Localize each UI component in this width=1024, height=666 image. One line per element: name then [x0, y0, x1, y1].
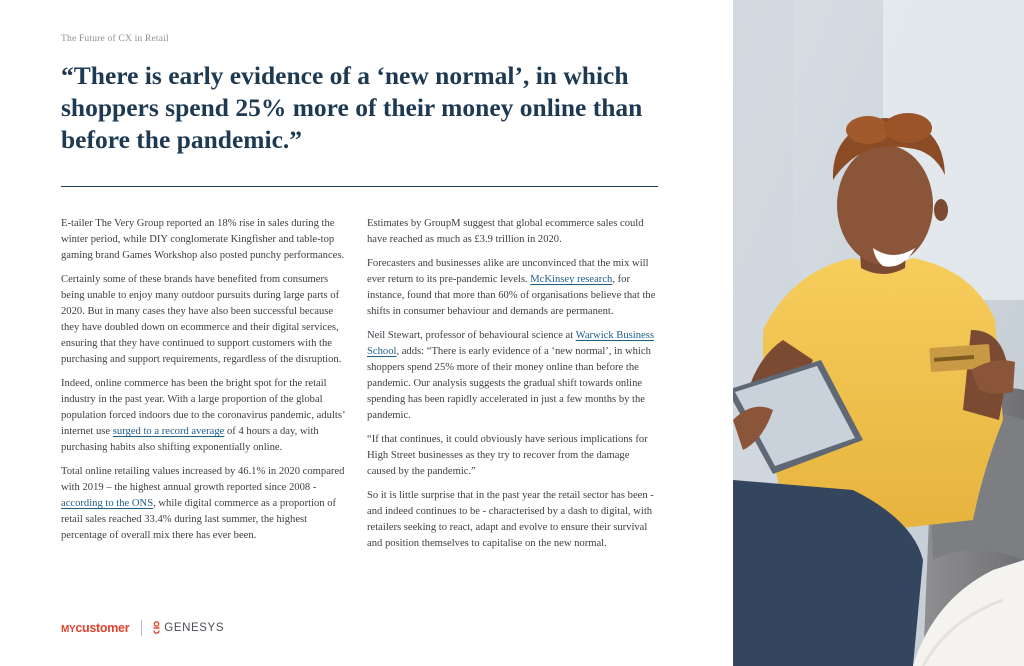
link-ons[interactable]: according to the ONS [61, 498, 154, 509]
genesys-mark-icon [152, 621, 161, 635]
paragraph: So it is little surprise that in the past year the retail sector has been - and indeed continues to be - characterised by a dash to digital, with retailers seeking to react, adapt and evolve to ensure their survival and position themselves to capitalise on the new normal. [367, 490, 654, 549]
link-warwick-business-school[interactable]: Warwick Business School [367, 330, 654, 357]
pull-quote: “There is early evidence of a ‘new normal’, in which shoppers spend 25% more of their money online than before the pandemic.” [61, 61, 643, 154]
genesys-logo: GENESYS [152, 621, 224, 635]
paragraph: Estimates by GroupM suggest that global ecommerce sales could have reached as much as £3.9 trillion in 2020. [367, 218, 644, 245]
mycustomer-logo: MY customer [61, 621, 130, 635]
photo-illustration [733, 0, 1024, 666]
paragraph: Total online retailing values increased by 46.1% in 2020 compared with 2019 – the highest annual growth reported since 2008 - according to the ONS, while digital commerce as a proportion of retail sales reached 33.4% during last summer, the highest percentage of overall mix there has ever been. [61, 466, 345, 541]
left-column [61, 216, 353, 552]
right-column [367, 216, 659, 560]
paragraph: E-tailer The Very Group reported an 18% rise in sales during the winter period, while DIY conglomerate Kingfisher and table-top gaming brand Games Workshop also posted punchy performances. [61, 218, 345, 261]
link-mckinsey-research[interactable]: McKinsey research [530, 274, 613, 285]
footer-logos [61, 618, 224, 638]
paragraph: Indeed, online commerce has been the bright spot for the retail industry in the past year. With a large proportion of the global population forced indoors due to the coronavirus pandemic, adults’ internet use surged to a record average of 4 hours a day, with purchasing habits also shifting exponentially online. [61, 378, 345, 453]
paragraph: Forecasters and businesses alike are unconvinced that the mix will ever return to its pre-pandemic levels. McKinsey research, for instance, found that more than 60% of organisations believe that the shifts in consumer behaviour and demands are permanent. [367, 258, 656, 317]
paragraph: Neil Stewart, professor of behavioural science at Warwick Business School, adds: “There is early evidence of a ‘new normal’, in which shoppers spend 25% more of their money online than before the pandemic. Our analysis suggests the gradual shift towards online spending has been rapidly accelerated in just a few months by the pandemic. [367, 330, 654, 421]
link-record-average[interactable]: surged to a record average [112, 426, 225, 437]
paragraph: Certainly some of these brands have benefited from consumers being unable to enjoy many outdoor pursuits during large parts of 2020. But in many cases they have also been successful because they have doubled down on ecommerce and their digital services, ensuring that they have continued to support customers with the purchasing and support requirements, regardless of the disruption. [61, 274, 342, 365]
hero-photo [733, 0, 1024, 666]
logo-separator [141, 620, 142, 636]
divider [61, 186, 658, 187]
paragraph: “If that continues, it could obviously have serious implications for High Street businesses as they try to recover from the damage caused by the pandemic.” [367, 434, 648, 477]
running-head: The Future of CX in Retail [61, 34, 169, 44]
